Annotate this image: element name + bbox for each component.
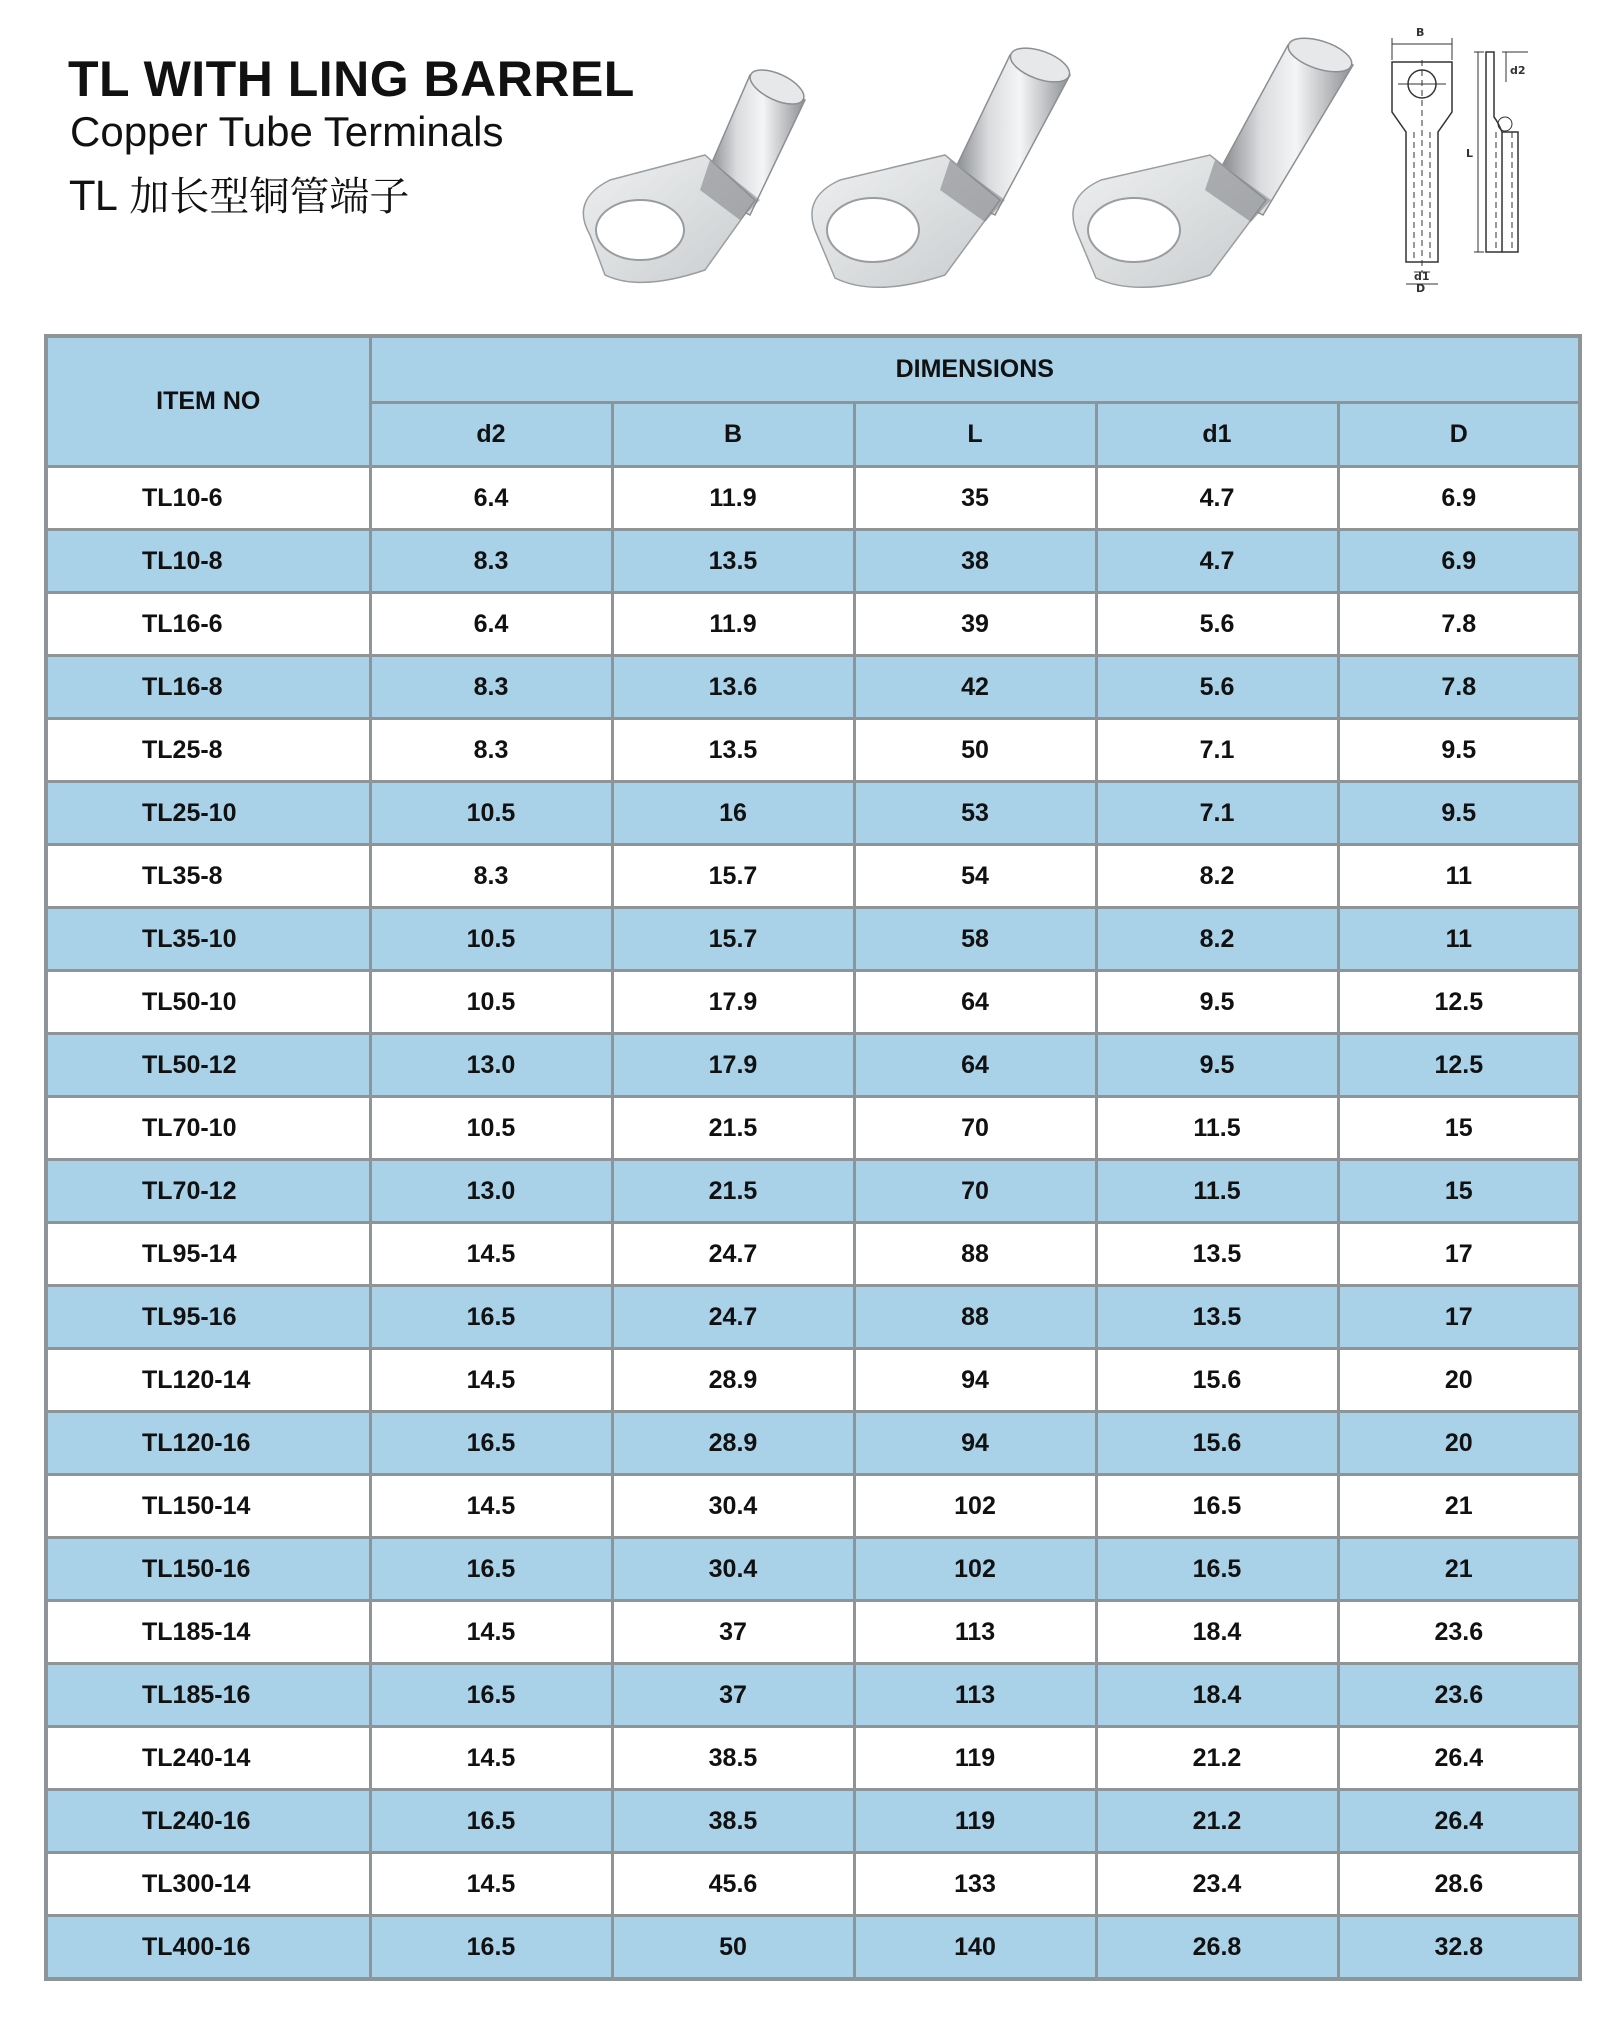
cell-l: 35	[854, 467, 1096, 530]
cell-l: 42	[854, 656, 1096, 719]
table-row	[46, 1538, 1580, 1601]
cell-b: 13.5	[612, 530, 854, 593]
cell-b: 50	[612, 1916, 854, 1980]
cell-d1: 8.2	[1096, 845, 1338, 908]
table-row	[46, 1034, 1580, 1097]
cell-d2: 16.5	[370, 1538, 612, 1601]
cell-d2: 16.5	[370, 1790, 612, 1853]
copper-lug-illustration-2	[795, 30, 1095, 300]
cell-l: 133	[854, 1853, 1096, 1916]
cell-l: 64	[854, 971, 1096, 1034]
cell-b: 15.7	[612, 908, 854, 971]
cell-item-no: TL95-16	[46, 1286, 370, 1349]
table-row	[46, 1475, 1580, 1538]
cell-item-no: TL16-6	[46, 593, 370, 656]
cell-d: 7.8	[1338, 656, 1580, 719]
cell-d1: 16.5	[1096, 1538, 1338, 1601]
cell-item-no: TL50-12	[46, 1034, 370, 1097]
cell-item-no: TL400-16	[46, 1916, 370, 1980]
cell-d: 12.5	[1338, 971, 1580, 1034]
cell-d: 32.8	[1338, 1916, 1580, 1980]
cell-l: 102	[854, 1538, 1096, 1601]
cell-item-no: TL35-8	[46, 845, 370, 908]
cell-d: 20	[1338, 1349, 1580, 1412]
cell-d: 20	[1338, 1412, 1580, 1475]
cell-l: 140	[854, 1916, 1096, 1980]
table-row	[46, 908, 1580, 971]
cell-b: 30.4	[612, 1475, 854, 1538]
table-row	[46, 656, 1580, 719]
cell-l: 88	[854, 1223, 1096, 1286]
cell-l: 88	[854, 1286, 1096, 1349]
cell-d2: 14.5	[370, 1223, 612, 1286]
cell-d1: 21.2	[1096, 1727, 1338, 1790]
table-row	[46, 1916, 1580, 1980]
cell-d1: 23.4	[1096, 1853, 1338, 1916]
cell-l: 94	[854, 1412, 1096, 1475]
cell-item-no: TL10-8	[46, 530, 370, 593]
diagram-label-b: B	[1416, 26, 1425, 39]
table-row	[46, 1664, 1580, 1727]
diagram-label-d1: d1	[1414, 270, 1430, 283]
dimensions-header: DIMENSIONS	[370, 336, 1580, 403]
table-row	[46, 1097, 1580, 1160]
table-row	[46, 719, 1580, 782]
cell-d2: 6.4	[370, 593, 612, 656]
cell-d1: 4.7	[1096, 530, 1338, 593]
cell-d: 23.6	[1338, 1664, 1580, 1727]
cell-l: 39	[854, 593, 1096, 656]
cell-l: 119	[854, 1727, 1096, 1790]
cell-d1: 4.7	[1096, 467, 1338, 530]
cell-d: 17	[1338, 1286, 1580, 1349]
cell-l: 119	[854, 1790, 1096, 1853]
cell-d1: 7.1	[1096, 719, 1338, 782]
cell-item-no: TL240-14	[46, 1727, 370, 1790]
copper-lug-illustration-3	[1058, 30, 1368, 300]
cell-b: 24.7	[612, 1223, 854, 1286]
cell-d1: 5.6	[1096, 593, 1338, 656]
cell-item-no: TL25-8	[46, 719, 370, 782]
cell-d: 11	[1338, 845, 1580, 908]
cell-b: 21.5	[612, 1097, 854, 1160]
cell-d2: 16.5	[370, 1664, 612, 1727]
cell-item-no: TL120-14	[46, 1349, 370, 1412]
cell-d2: 10.5	[370, 1097, 612, 1160]
cell-b: 45.6	[612, 1853, 854, 1916]
cell-d2: 16.5	[370, 1412, 612, 1475]
cell-item-no: TL35-10	[46, 908, 370, 971]
cell-b: 28.9	[612, 1412, 854, 1475]
cell-d1: 18.4	[1096, 1601, 1338, 1664]
cell-d2: 13.0	[370, 1160, 612, 1223]
cell-d1: 13.5	[1096, 1223, 1338, 1286]
cell-l: 64	[854, 1034, 1096, 1097]
chinese-title: TL 加长型铜管端子	[70, 174, 410, 220]
cell-d: 7.8	[1338, 593, 1580, 656]
cell-l: 102	[854, 1475, 1096, 1538]
cell-d: 15	[1338, 1160, 1580, 1223]
cell-l: 113	[854, 1601, 1096, 1664]
cell-d2: 8.3	[370, 845, 612, 908]
table-row	[46, 1349, 1580, 1412]
cell-item-no: TL240-16	[46, 1790, 370, 1853]
table-row	[46, 1286, 1580, 1349]
cell-d2: 16.5	[370, 1916, 612, 1980]
cell-d2: 10.5	[370, 971, 612, 1034]
cell-b: 17.9	[612, 1034, 854, 1097]
cell-item-no: TL185-14	[46, 1601, 370, 1664]
cell-d: 9.5	[1338, 782, 1580, 845]
cell-item-no: TL150-14	[46, 1475, 370, 1538]
cell-b: 30.4	[612, 1538, 854, 1601]
cell-d2: 14.5	[370, 1349, 612, 1412]
page-subtitle: Copper Tube Terminals	[70, 108, 504, 155]
cell-d1: 5.6	[1096, 656, 1338, 719]
cell-b: 21.5	[612, 1160, 854, 1223]
cell-b: 37	[612, 1601, 854, 1664]
cell-item-no: TL16-8	[46, 656, 370, 719]
cell-d: 15	[1338, 1097, 1580, 1160]
column-header-d2: d2	[370, 403, 612, 467]
cell-d2: 14.5	[370, 1475, 612, 1538]
cell-item-no: TL120-16	[46, 1412, 370, 1475]
cell-b: 15.7	[612, 845, 854, 908]
cell-d: 21	[1338, 1538, 1580, 1601]
table-row	[46, 1601, 1580, 1664]
cell-l: 38	[854, 530, 1096, 593]
table-row	[46, 971, 1580, 1034]
cell-d1: 9.5	[1096, 1034, 1338, 1097]
cell-l: 94	[854, 1349, 1096, 1412]
diagram-label-l: L	[1466, 147, 1474, 160]
column-header-d: D	[1338, 403, 1580, 467]
cell-b: 17.9	[612, 971, 854, 1034]
cell-d: 21	[1338, 1475, 1580, 1538]
cell-b: 37	[612, 1664, 854, 1727]
cell-b: 16	[612, 782, 854, 845]
table-row	[46, 1160, 1580, 1223]
cell-d2: 6.4	[370, 467, 612, 530]
cell-b: 11.9	[612, 593, 854, 656]
cell-d1: 18.4	[1096, 1664, 1338, 1727]
cell-d: 28.6	[1338, 1853, 1580, 1916]
cell-d: 6.9	[1338, 530, 1580, 593]
cell-item-no: TL150-16	[46, 1538, 370, 1601]
table-row	[46, 530, 1580, 593]
table-row	[46, 1727, 1580, 1790]
cell-b: 13.6	[612, 656, 854, 719]
cell-d1: 13.5	[1096, 1286, 1338, 1349]
dimension-diagram	[1378, 22, 1558, 292]
diagram-label-d2: d2	[1510, 64, 1526, 77]
cell-b: 28.9	[612, 1349, 854, 1412]
cell-d: 17	[1338, 1223, 1580, 1286]
cell-d1: 7.1	[1096, 782, 1338, 845]
cell-l: 58	[854, 908, 1096, 971]
table-row	[46, 782, 1580, 845]
cell-b: 13.5	[612, 719, 854, 782]
cell-d2: 8.3	[370, 719, 612, 782]
cell-d2: 13.0	[370, 1034, 612, 1097]
cell-item-no: TL10-6	[46, 467, 370, 530]
page-header	[0, 0, 1612, 320]
cell-d1: 11.5	[1096, 1097, 1338, 1160]
cell-d: 9.5	[1338, 719, 1580, 782]
cell-item-no: TL300-14	[46, 1853, 370, 1916]
cell-b: 38.5	[612, 1790, 854, 1853]
cell-d2: 10.5	[370, 908, 612, 971]
table-row	[46, 1412, 1580, 1475]
cell-item-no: TL50-10	[46, 971, 370, 1034]
cell-d1: 11.5	[1096, 1160, 1338, 1223]
item-no-header: ITEM NO	[46, 336, 370, 467]
table-row	[46, 845, 1580, 908]
cell-d1: 9.5	[1096, 971, 1338, 1034]
cell-l: 113	[854, 1664, 1096, 1727]
cell-d: 12.5	[1338, 1034, 1580, 1097]
cell-d1: 15.6	[1096, 1349, 1338, 1412]
cell-l: 70	[854, 1160, 1096, 1223]
cell-l: 70	[854, 1097, 1096, 1160]
column-header-d1: d1	[1096, 403, 1338, 467]
table-row	[46, 1790, 1580, 1853]
cell-d1: 16.5	[1096, 1475, 1338, 1538]
cell-d1: 26.8	[1096, 1916, 1338, 1980]
dimensions-table	[44, 334, 1582, 1981]
cell-item-no: TL70-12	[46, 1160, 370, 1223]
cell-item-no: TL25-10	[46, 782, 370, 845]
cell-d2: 14.5	[370, 1853, 612, 1916]
diagram-label-d: D	[1416, 282, 1426, 292]
cell-d: 6.9	[1338, 467, 1580, 530]
table-row	[46, 593, 1580, 656]
table-row	[46, 1223, 1580, 1286]
cell-d1: 8.2	[1096, 908, 1338, 971]
cell-l: 53	[854, 782, 1096, 845]
column-header-l: L	[854, 403, 1096, 467]
cell-d: 23.6	[1338, 1601, 1580, 1664]
cell-l: 54	[854, 845, 1096, 908]
table-row	[46, 467, 1580, 530]
column-header-b: B	[612, 403, 854, 467]
table-body	[46, 467, 1580, 1980]
cell-d: 11	[1338, 908, 1580, 971]
cell-d2: 8.3	[370, 656, 612, 719]
cell-item-no: TL70-10	[46, 1097, 370, 1160]
table-row	[46, 1853, 1580, 1916]
cell-d1: 15.6	[1096, 1412, 1338, 1475]
cell-item-no: TL95-14	[46, 1223, 370, 1286]
cell-d2: 14.5	[370, 1601, 612, 1664]
cell-b: 11.9	[612, 467, 854, 530]
cell-item-no: TL185-16	[46, 1664, 370, 1727]
cell-d2: 8.3	[370, 530, 612, 593]
cell-d2: 10.5	[370, 782, 612, 845]
cell-l: 50	[854, 719, 1096, 782]
page-title: TL WITH LING BARREL	[68, 51, 635, 107]
cell-d2: 16.5	[370, 1286, 612, 1349]
cell-d: 26.4	[1338, 1727, 1580, 1790]
cell-b: 38.5	[612, 1727, 854, 1790]
cell-d1: 21.2	[1096, 1790, 1338, 1853]
cell-b: 24.7	[612, 1286, 854, 1349]
cell-d: 26.4	[1338, 1790, 1580, 1853]
cell-d2: 14.5	[370, 1727, 612, 1790]
